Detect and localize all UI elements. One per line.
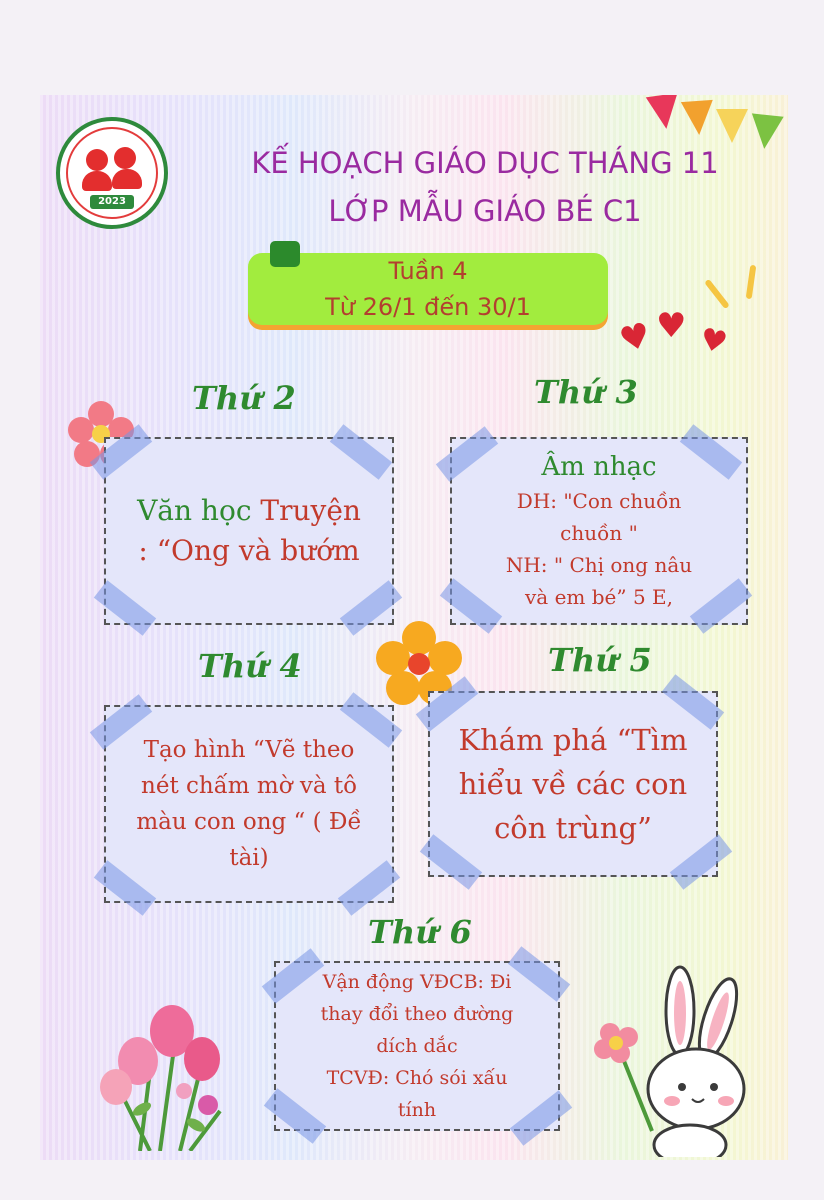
logo-figure-icon xyxy=(112,169,142,189)
day-card-thu-4 xyxy=(104,705,394,903)
pennant-icon xyxy=(681,100,715,136)
heart-icon: ♥ xyxy=(615,314,656,362)
pennant-icon xyxy=(716,109,748,143)
week-label: Tuần 4 xyxy=(388,257,468,285)
card-line: Vận động VĐCB: Đi xyxy=(322,971,512,993)
week-banner xyxy=(248,253,608,325)
day-card-thu-2 xyxy=(104,437,394,625)
pennant-icon xyxy=(646,95,682,131)
card-line: hiểu về các con xyxy=(458,767,688,801)
day-label-thu-3: Thứ 3 xyxy=(534,373,638,411)
sparkle-icon xyxy=(746,265,757,300)
card-line: côn trùng” xyxy=(494,811,652,845)
card-line: thay đổi theo đường xyxy=(320,1003,514,1025)
card-line: chuồn " xyxy=(560,521,638,545)
day-card-thu-3 xyxy=(450,437,748,625)
card-line: NH: " Chị ong nâu xyxy=(505,553,693,577)
card-line: tài) xyxy=(229,845,269,871)
logo-figure-icon xyxy=(86,149,108,171)
card-line: Tạo hình “Vẽ theo xyxy=(143,737,355,763)
page-title xyxy=(190,139,780,235)
card-line xyxy=(137,491,361,531)
day-card-thu-5 xyxy=(428,691,718,877)
week-dates: Từ 26/1 đến 30/1 xyxy=(325,293,531,321)
heart-icon: ♥ xyxy=(656,306,687,346)
card-line: nét chấm mờ và tô xyxy=(141,773,357,799)
card-line: dích dắc xyxy=(376,1035,458,1057)
card-text-accent: Truyện xyxy=(260,494,361,527)
card-text xyxy=(137,494,361,527)
card-line: : “Ong và bướm xyxy=(138,534,360,567)
bunny-icon xyxy=(580,961,760,1157)
day-label-thu-4: Thứ 4 xyxy=(198,647,302,685)
card-text-part: Văn học xyxy=(137,494,261,527)
card-line: Khám phá “Tìm xyxy=(458,723,688,757)
title-line-2: LỚP MẪU GIÁO BÉ C1 xyxy=(328,194,642,228)
card-heading: Âm nhạc xyxy=(541,452,657,482)
flower-bouquet-icon xyxy=(80,1001,240,1151)
card-line: và em bé” 5 E, xyxy=(525,585,673,609)
day-label-thu-6: Thứ 6 xyxy=(368,913,472,951)
logo-year: 2023 xyxy=(90,195,134,209)
title-line-1: KẾ HOẠCH GIÁO DỤC THÁNG 11 xyxy=(251,146,719,180)
square-icon xyxy=(270,241,300,267)
card-line: màu con ong “ ( Đề xyxy=(136,809,362,835)
logo-figure-icon xyxy=(114,147,136,169)
lesson-plan-poster xyxy=(40,95,788,1160)
sparkle-icon xyxy=(704,279,730,309)
logo-figure-icon xyxy=(82,171,112,191)
day-label-thu-5: Thứ 5 xyxy=(548,641,652,679)
heart-icon: ♥ xyxy=(696,321,731,362)
day-card-thu-6 xyxy=(274,961,560,1131)
card-line: tính xyxy=(397,1099,437,1121)
card-line: TCVĐ: Chó sói xấu xyxy=(326,1067,508,1089)
school-logo xyxy=(56,117,168,229)
day-label-thu-2: Thứ 2 xyxy=(192,379,296,417)
card-line: DH: "Con chuồn xyxy=(516,489,682,513)
